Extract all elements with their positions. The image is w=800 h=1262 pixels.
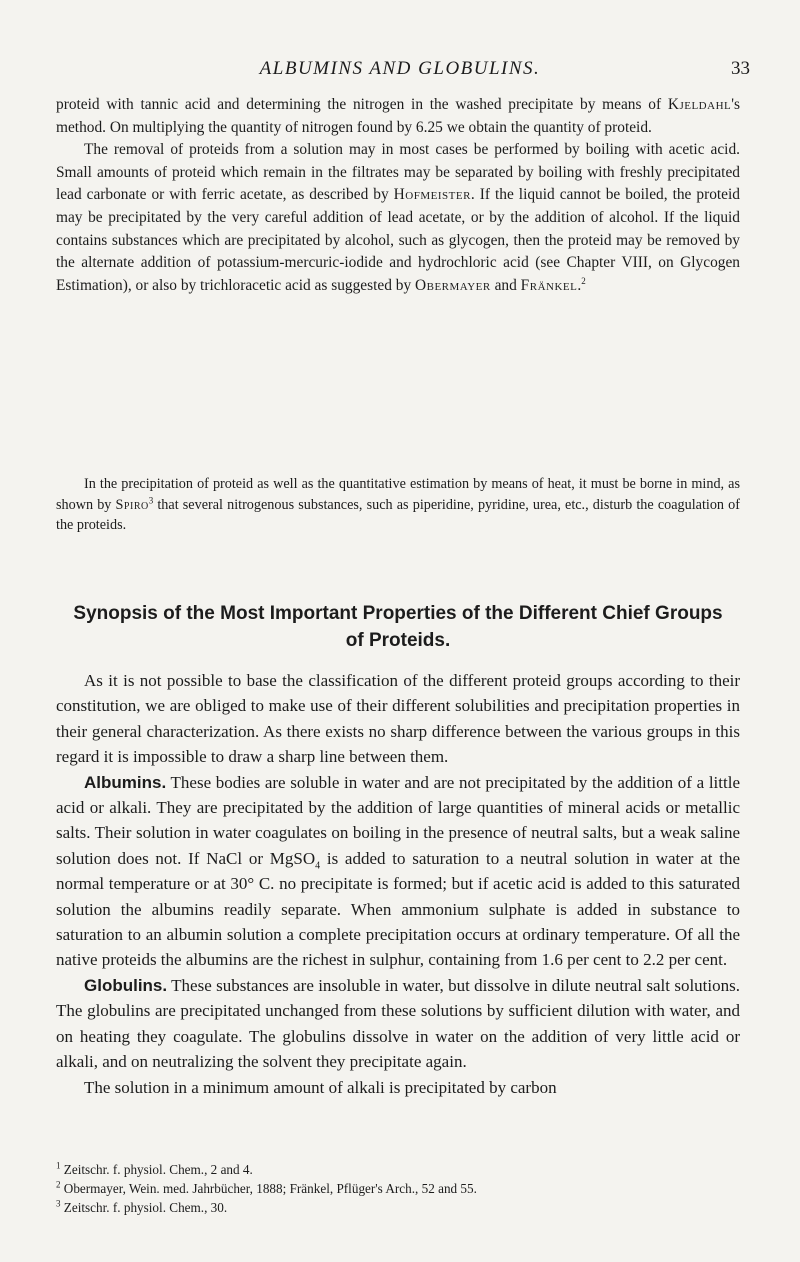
globulins-paragraph: Globulins. These substances are insoluble in water, but dissolve in dilute neutral salt solutions. The globulins are precipitated unchanged from these solutions by sufficient dilution with water, and on heating they coagulate. The globulins dissolve in water on the addition of very little acid or alkali, and on neutralizing the solvent they precipitate again.: [56, 975, 740, 1072]
page-number: 33: [731, 58, 750, 79]
author-name: Obermayer: [415, 276, 491, 294]
paragraph-text: In the precipitation of proteid as well as the quantitative estimation by means of heat, it must be borne in mind, as shown by Spiro$^3$ that several nitrogenous substances, such as piperidine, pyridine, urea, etc., disturb the coagulation of the proteids.: [56, 476, 740, 534]
globulins-continuation: The solution in a minimum amount of alkali is precipitated by carbon: [84, 1077, 557, 1097]
footnotes: [56, 1160, 746, 1217]
running-head: ALBUMINS AND GLOBULINS.: [259, 58, 541, 79]
paragraph-text: The removal of proteids from a solution may in most cases be performed by boiling with acetic acid. Small amounts of proteid which remain in the filtrates may be separated by boiling with freshly precipitated lead carbonate or with ferric acetate, as described by Hofmeister. If the liquid cannot be boiled, the proteid may be precipitated by the very careful addition of lead acetate, or by the addition of alcohol. If the liquid contains substances which are precipitated by alcohol, such as glycogen, then the proteid may be removed by the alternate addition of potassium-mercuric-iodide and hydrochloric acid (see Chapter VIII, on Glycogen Estimation), or also by trichloracetic acid as suggested by Obermayer and Fränkel.$^2$: [56, 141, 740, 294]
term-globulins: Globulins.: [84, 975, 168, 995]
author-name: Fränkel: [520, 276, 578, 294]
heading-line: of Proteids.: [345, 630, 451, 651]
heading-line: Synopsis of the Most Important Properties of the Different Chief Groups: [73, 603, 723, 624]
footnote-ref: 2: [581, 275, 586, 286]
footnote: $^2$ Obermayer, Wein. med. Jahrbücher, 1888; Fränkel, Pflüger's Arch., 52 and 55.: [56, 1179, 477, 1196]
footnote: $^3$ Zeitschr. f. physiol. Chem., 30.: [56, 1198, 228, 1215]
section-heading: [56, 600, 740, 654]
footnote-ref: 3: [148, 494, 154, 505]
section-body: [56, 668, 740, 1100]
paragraph-small-print: [56, 474, 740, 536]
term-albumins: Albumins.: [84, 772, 167, 792]
intro-paragraph: As it is not possible to base the classification of the different proteid groups according to their constitution, we are obliged to make use of their different solubilities and precipitation properties in their general characterization. As there exists no sharp difference between the various groups in this regard it is impossible to draw a sharp line between them.: [56, 671, 740, 767]
albumins-paragraph: Albumins. These bodies are soluble in water and are not precipitated by the addition of a little acid or alkali. They are precipitated by the addition of large quantities of mineral acids or metallic salts. Their solution in water coagulates on boiling in the presence of neutral salts, but a weak saline solution does not. If NaCl or MgSO$_4$ is added to saturation to a neutral solution in water at the normal temperature or at 30° C. no precipitate is formed; but if acetic acid is added to this saturated solution the albumins readily separate. When ammonium sulphate is added in substance to saturation to an albumin solution a complete precipitation occurs at ordinary temperature. Of all the native proteids the albumins are the richest in sulphur, containing from 1.6 per cent to 2.2 per cent.: [56, 772, 740, 970]
paragraph-proteid-removal: [56, 94, 740, 297]
author-name: Spiro: [115, 496, 149, 513]
footnote: $^1$ Zeitschr. f. physiol. Chem., 2 and 4.: [56, 1160, 253, 1177]
author-name: Hofmeister: [393, 186, 471, 204]
paragraph-text: proteid with tannic acid and determining the nitrogen in the washed precipitate by means of Kjeldahl's method. On multiplying the quantity of nitrogen found by 6.25 we obtain the quantity of proteid.: [56, 96, 740, 136]
author-name: Kjeldahl: [667, 96, 732, 113]
